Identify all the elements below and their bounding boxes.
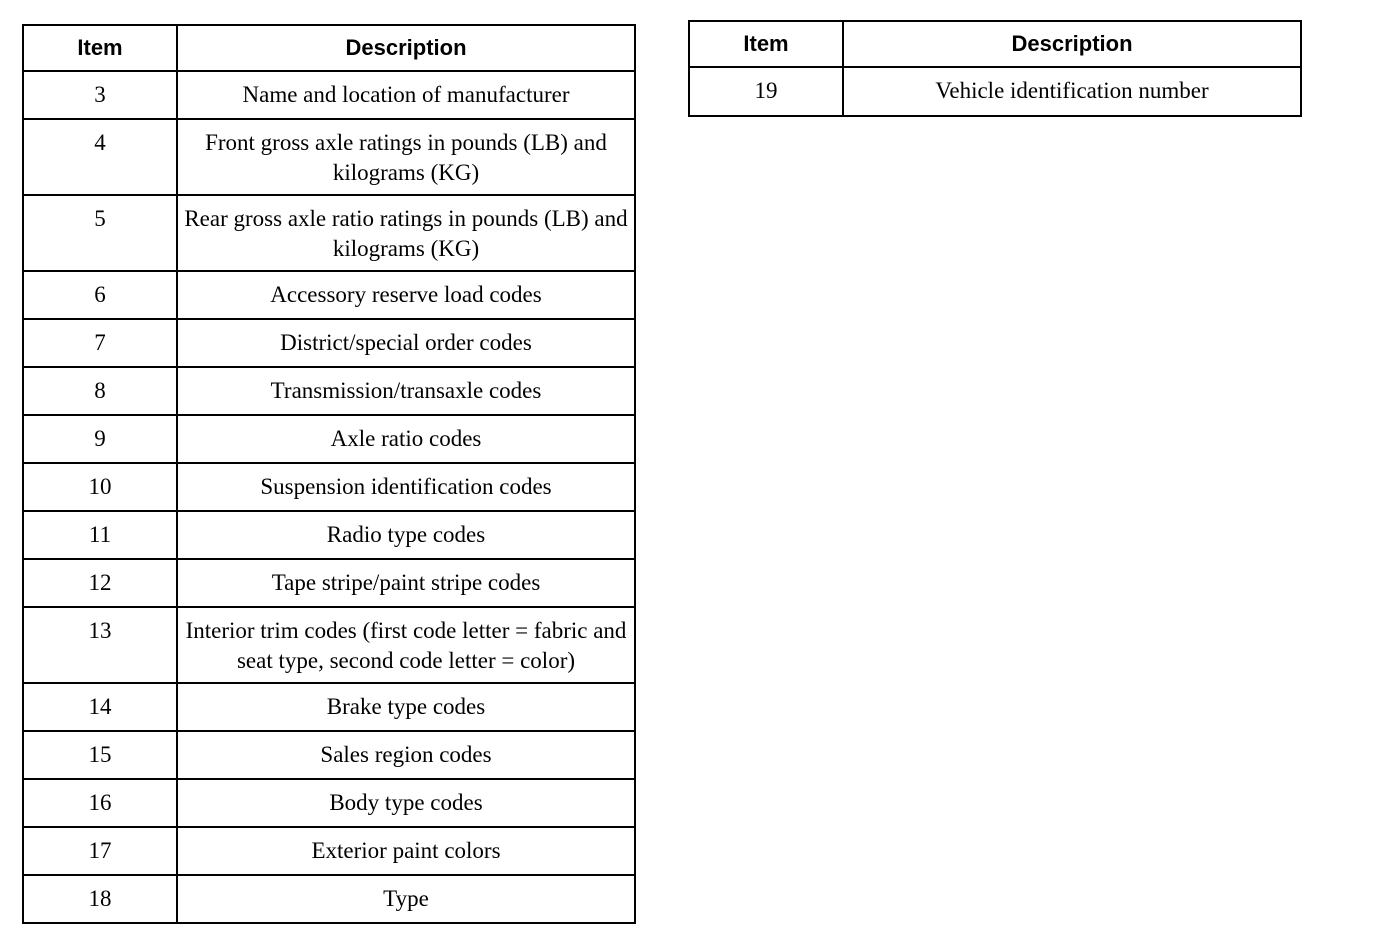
codes-table-left: [22, 24, 636, 924]
table-row: [23, 195, 635, 271]
table-row: [23, 415, 635, 463]
item-number: 13: [23, 607, 177, 683]
column-header-item: Item: [689, 21, 843, 67]
table-row: [23, 463, 635, 511]
table-row: [23, 875, 635, 923]
table-row: [689, 67, 1301, 116]
item-description: Axle ratio codes: [177, 415, 635, 463]
table-row: [23, 511, 635, 559]
item-number: 18: [23, 875, 177, 923]
table-row: [23, 607, 635, 683]
item-number: 11: [23, 511, 177, 559]
item-number: 8: [23, 367, 177, 415]
item-number: 12: [23, 559, 177, 607]
item-number: 17: [23, 827, 177, 875]
item-number: 16: [23, 779, 177, 827]
item-description: Front gross axle ratings in pounds (LB) and kilograms (KG): [177, 119, 635, 195]
item-description: Suspension identification codes: [177, 463, 635, 511]
item-description: Radio type codes: [177, 511, 635, 559]
table-row: [23, 779, 635, 827]
item-number: 4: [23, 119, 177, 195]
item-number: 9: [23, 415, 177, 463]
item-description: Type: [177, 875, 635, 923]
item-description: Tape stripe/paint stripe codes: [177, 559, 635, 607]
table-row: [23, 827, 635, 875]
table-row: [23, 119, 635, 195]
item-description: Vehicle identification number: [843, 67, 1301, 116]
table-row: [23, 559, 635, 607]
column-header-item: Item: [23, 25, 177, 71]
column-header-description: Description: [177, 25, 635, 71]
item-number: 3: [23, 71, 177, 119]
item-description: Transmission/transaxle codes: [177, 367, 635, 415]
item-description: Brake type codes: [177, 683, 635, 731]
item-description: Body type codes: [177, 779, 635, 827]
table-header-row: [689, 21, 1301, 67]
item-description: Name and location of manufacturer: [177, 71, 635, 119]
item-description: Interior trim codes (first code letter = fabric and seat type, second code letter = color): [177, 607, 635, 683]
table-row: [23, 71, 635, 119]
table-row: [23, 683, 635, 731]
item-number: 19: [689, 67, 843, 116]
item-number: 5: [23, 195, 177, 271]
item-description: Sales region codes: [177, 731, 635, 779]
item-number: 7: [23, 319, 177, 367]
column-header-description: Description: [843, 21, 1301, 67]
item-description: Accessory reserve load codes: [177, 271, 635, 319]
item-description: District/special order codes: [177, 319, 635, 367]
table-row: [23, 731, 635, 779]
item-number: 10: [23, 463, 177, 511]
item-number: 6: [23, 271, 177, 319]
item-description: Rear gross axle ratio ratings in pounds (LB) and kilograms (KG): [177, 195, 635, 271]
table-header-row: [23, 25, 635, 71]
table-row: [23, 319, 635, 367]
item-description: Exterior paint colors: [177, 827, 635, 875]
table-row: [23, 367, 635, 415]
item-number: 15: [23, 731, 177, 779]
item-number: 14: [23, 683, 177, 731]
codes-table-right: [688, 20, 1302, 117]
table-row: [23, 271, 635, 319]
